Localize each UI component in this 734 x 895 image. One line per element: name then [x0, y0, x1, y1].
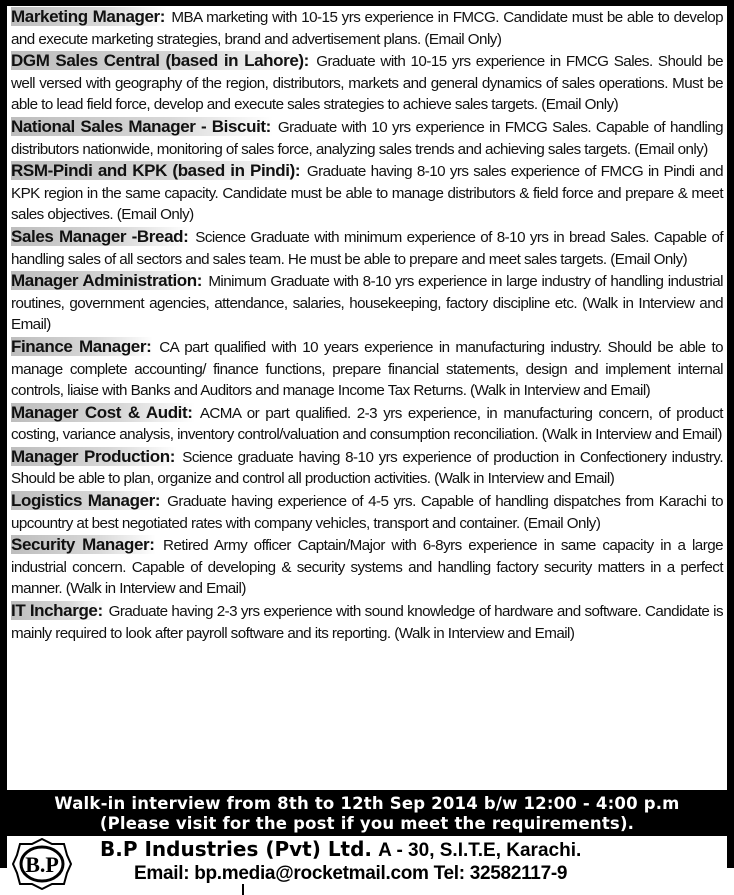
job-listings: [7, 6, 727, 790]
divider: [242, 884, 244, 895]
job-description: Minimum Graduate with 8-10 yrs experience in large industry of handling industrial routines, government agencies, attendance, salaries, housekeeping, factory discipline etc. (Walk in Interview and Email): [11, 273, 723, 334]
company-name: B.P Industries (Pvt) Ltd.: [100, 837, 373, 861]
job-title: Manager Cost & Audit:: [11, 402, 193, 422]
job-description: Graduate having 2-3 yrs experience with sound knowledge of hardware and software. Candidate is mainly required to look after payroll software and its reporting. (Walk in Interview and Email): [11, 603, 723, 642]
job-rsm-pindi-kpk: [11, 160, 723, 226]
company-address: A - 30, S.I.T.E, Karachi.: [378, 840, 582, 861]
job-security-manager: [11, 534, 723, 600]
job-dgm-sales-central: [11, 50, 723, 116]
job-description: Graduate having 8-10 yrs sales experience of FMCG in Pindi and KPK region in the same capacity. Candidate must be able to manage distributors & field force and prepare & meet sales objectives. (Email Only): [11, 163, 723, 224]
bp-logo-icon: [12, 838, 72, 890]
job-description: ACMA or part qualified. 2-3 yrs experience, in manufacturing concern, of product costing, variance analysis, inventory control/valuation and consumption reconciliation. (Walk in Interview and Email): [11, 404, 723, 444]
job-description: MBA marketing with 10-15 yrs experience in FMCG. Candidate must be able to develop and execute marketing strategies, brand and advertisement plans. (Email Only): [11, 9, 723, 48]
job-description: Graduate with 10 yrs experience in FMCG Sales. Capable of handling distributors nationwide, monitoring of sales force, analyzing sales trends and achieving sales targets. (Email only): [11, 118, 724, 158]
job-title: Sales Manager -Bread:: [11, 226, 189, 246]
company-line: [100, 836, 581, 862]
job-national-sales-manager: [11, 116, 723, 160]
job-description: CA part qualified with 10 years experience in manufacturing industry. Should be able to manage complete accounting/ finance functions, prepare financial statements, design and implement internal controls, liaise with Banks and Auditors and manage Income Tax Returns. (Walk in Interview and Email): [11, 338, 724, 400]
job-manager-cost-audit: [11, 402, 723, 446]
job-description: Science graduate having 8-10 yrs experience of production in Confectionery industry. Should be able to plan, organize and control all production activities. (Walk in Interview and Email): [11, 448, 723, 488]
job-description: Retired Army officer Captain/Major with 6-8yrs experience in same capacity in a large industrial concern. Capable of developing & security systems and handling factory security matters in a perfect manner. (Walk in Interview and Email): [11, 537, 724, 598]
job-title: Marketing Manager:: [11, 7, 166, 26]
walkin-dates: Walk-in interview from 8th to 12th Sep 2014 b/w 12:00 - 4:00 p.m: [54, 794, 680, 813]
job-logistics-manager: [11, 490, 723, 534]
job-title: National Sales Manager - Biscuit:: [11, 116, 271, 136]
job-title: Logistics Manager:: [11, 491, 161, 511]
job-title: Manager Production:: [11, 446, 175, 466]
job-manager-production: [11, 446, 723, 490]
job-title: Finance Manager:: [11, 336, 152, 356]
job-finance-manager: [11, 336, 723, 402]
walkin-banner: [7, 792, 727, 834]
job-manager-administration: [11, 270, 723, 336]
job-it-incharge: [11, 600, 723, 644]
company-contact: Email: bp.media@rocketmail.com Tel: 32582117-9: [134, 863, 568, 884]
job-description: Graduate with 10-15 yrs experience in FMCG Sales. Should be well versed with geography of the region, distributors, markets and general dynamics of sales operations. Must be able to lead field force, develop and execute sales strategies to achieve sales targets. (Email Only): [11, 53, 723, 114]
job-title: DGM Sales Central (based in Lahore):: [11, 51, 309, 71]
job-description: Science Graduate with minimum experience of 8-10 yrs in bread Sales. Capable of handling sales of all sectors and sales team. He must be able to prepare and meet sales targets. (Email Only): [11, 228, 724, 268]
job-sales-manager-bread: [11, 226, 723, 270]
job-title: Manager Administration:: [11, 271, 203, 291]
job-title: RSM-Pindi and KPK (based in Pindi):: [11, 161, 301, 181]
walkin-note: (Please visit for the post if you meet the requirements).: [99, 813, 635, 833]
job-title: IT Incharge:: [11, 601, 103, 621]
job-title: Security Manager:: [11, 535, 155, 555]
svg-text:B.P: B.P: [25, 852, 59, 877]
job-marketing-manager: [11, 6, 723, 50]
job-description: Graduate having experience of 4-5 yrs. Capable of handling dispatches from Karachi to upcountry at best negotiated rates with company vehicles, transport and container. (Email Only): [11, 493, 723, 532]
